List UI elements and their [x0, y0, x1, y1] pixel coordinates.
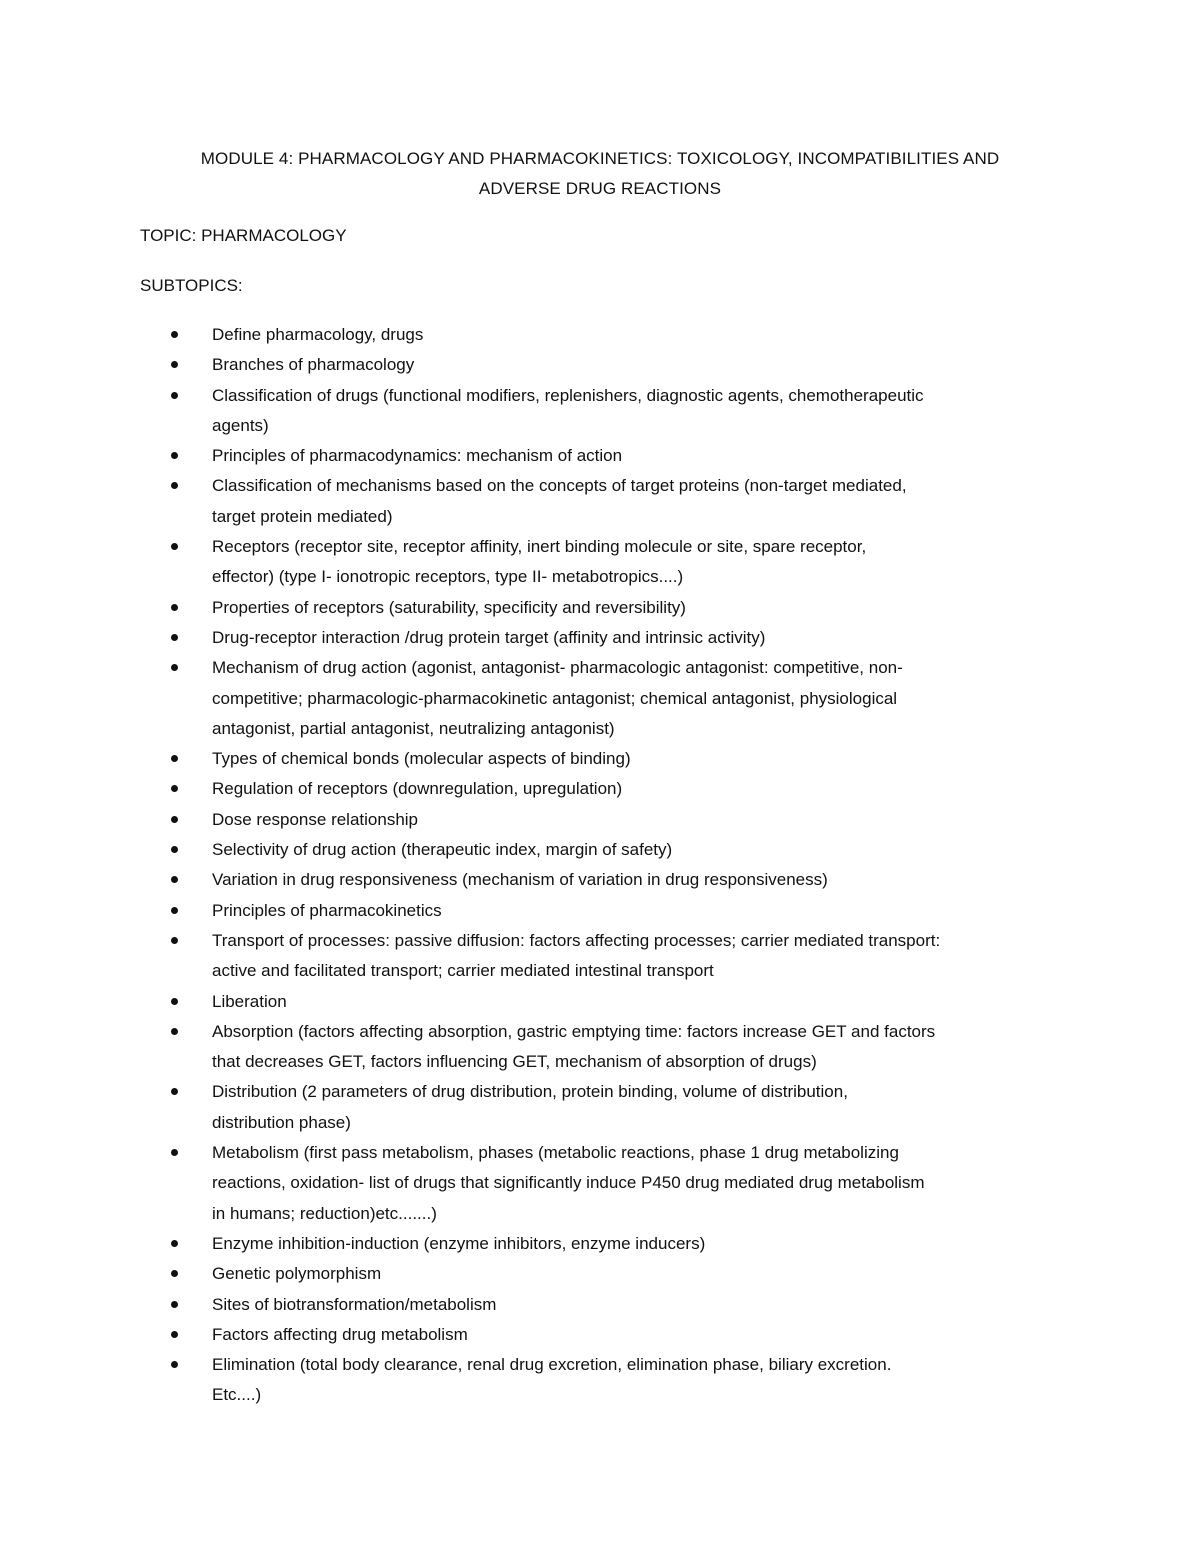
subtopic-text: Selectivity of drug action (therapeutic index, margin of safety) — [212, 840, 673, 860]
bullet-icon — [171, 1270, 178, 1277]
bullet-icon — [171, 1240, 178, 1247]
bullet-icon — [171, 876, 178, 883]
bullet-icon — [171, 1028, 178, 1035]
subtopic-text: distribution phase) — [212, 1112, 351, 1132]
bullet-icon — [171, 543, 178, 550]
subtopic-item — [171, 865, 1071, 895]
subtopics-heading: SUBTOPICS: — [140, 276, 243, 295]
subtopic-text: target protein mediated) — [212, 506, 393, 526]
subtopics-list — [171, 320, 1071, 1411]
subtopic-text: Elimination (total body clearance, renal drug excretion, elimination phase, biliary excretion. — [212, 1355, 892, 1375]
subtopic-item — [171, 320, 1071, 350]
subtopic-item — [171, 1229, 1071, 1259]
bullet-icon — [171, 361, 178, 368]
subtopic-text: that decreases GET, factors influencing GET, mechanism of absorption of drugs) — [212, 1052, 817, 1072]
subtopic-item — [171, 623, 1071, 653]
subtopic-item — [171, 381, 1071, 442]
subtopic-item — [171, 805, 1071, 835]
module-title — [150, 144, 1050, 204]
subtopic-text: Properties of receptors (saturability, specificity and reversibility) — [212, 597, 686, 617]
bullet-icon — [171, 452, 178, 459]
subtopic-text: Factors affecting drug metabolism — [212, 1324, 468, 1344]
subtopic-item — [171, 987, 1071, 1017]
subtopic-item — [171, 653, 1071, 744]
subtopic-text: Classification of mechanisms based on the concepts of target proteins (non-target mediated, — [212, 476, 907, 496]
bullet-icon — [171, 392, 178, 399]
subtopic-item — [171, 1138, 1071, 1229]
module-title-line-1: MODULE 4: PHARMACOLOGY AND PHARMACOKINETICS: TOXICOLOGY, INCOMPATIBILITIES AND — [200, 149, 1000, 168]
subtopic-item — [171, 593, 1071, 623]
subtopic-item — [171, 1017, 1071, 1078]
subtopic-text: Mechanism of drug action (agonist, antagonist- pharmacologic antagonist: competitive, non- — [212, 658, 903, 678]
subtopic-text: reactions, oxidation- list of drugs that significantly induce P450 drug mediated drug metabolism — [212, 1173, 925, 1193]
subtopic-text: Transport of processes: passive diffusion: factors affecting processes; carrier mediated transport: — [212, 930, 941, 950]
subtopic-item — [171, 896, 1071, 926]
bullet-icon — [171, 482, 178, 489]
subtopic-item — [171, 835, 1071, 865]
subtopic-text: effector) (type I- ionotropic receptors, type II- metabotropics....) — [212, 567, 684, 587]
bullet-icon — [171, 331, 178, 338]
bullet-icon — [171, 604, 178, 611]
subtopic-item — [171, 1077, 1071, 1138]
bullet-icon — [171, 1361, 178, 1368]
subtopic-text: Sites of biotransformation/metabolism — [212, 1294, 497, 1314]
subtopic-text: Classification of drugs (functional modifiers, replenishers, diagnostic agents, chemotherapeutic — [212, 385, 924, 405]
subtopic-text: Variation in drug responsiveness (mechanism of variation in drug responsiveness) — [212, 870, 828, 890]
subtopic-text: Liberation — [212, 991, 287, 1011]
subtopic-item — [171, 1259, 1071, 1289]
bullet-icon — [171, 846, 178, 853]
bullet-icon — [171, 907, 178, 914]
bullet-icon — [171, 1088, 178, 1095]
subtopic-item — [171, 1320, 1071, 1350]
subtopic-text: Dose response relationship — [212, 809, 419, 829]
bullet-icon — [171, 755, 178, 762]
subtopic-item — [171, 441, 1071, 471]
bullet-icon — [171, 816, 178, 823]
subtopic-text: antagonist, partial antagonist, neutralizing antagonist) — [212, 718, 615, 738]
subtopic-text: Enzyme inhibition-induction (enzyme inhibitors, enzyme inducers) — [212, 1233, 706, 1253]
subtopic-text: Genetic polymorphism — [212, 1264, 382, 1284]
subtopic-text: Define pharmacology, drugs — [212, 325, 424, 344]
subtopic-text: Principles of pharmacokinetics — [212, 900, 442, 920]
subtopic-item — [171, 350, 1071, 380]
bullet-icon — [171, 664, 178, 671]
subtopic-text: Principles of pharmacodynamics: mechanism of action — [212, 446, 623, 466]
subtopic-text: Types of chemical bonds (molecular aspects of binding) — [212, 749, 631, 769]
topic-heading: TOPIC: PHARMACOLOGY — [140, 226, 347, 245]
subtopic-text: Regulation of receptors (downregulation, upregulation) — [212, 779, 623, 799]
subtopic-text: Branches of pharmacology — [212, 355, 415, 375]
subtopic-text: competitive; pharmacologic-pharmacokinetic antagonist; chemical antagonist, physiological — [212, 688, 898, 708]
subtopic-text: in humans; reduction)etc.......) — [212, 1203, 437, 1223]
subtopic-text: agents) — [212, 415, 269, 435]
subtopic-item — [171, 774, 1071, 804]
subtopic-item — [171, 926, 1071, 987]
bullet-icon — [171, 785, 178, 792]
bullet-icon — [171, 1301, 178, 1308]
subtopic-item — [171, 1350, 1071, 1411]
subtopic-text: active and facilitated transport; carrier mediated intestinal transport — [212, 961, 714, 981]
bullet-icon — [171, 1331, 178, 1338]
subtopic-text: Drug-receptor interaction /drug protein target (affinity and intrinsic activity) — [212, 627, 766, 647]
bullet-icon — [171, 634, 178, 641]
bullet-icon — [171, 937, 178, 944]
subtopic-text: Distribution (2 parameters of drug distribution, protein binding, volume of distribution, — [212, 1082, 848, 1102]
subtopic-item — [171, 471, 1071, 532]
subtopic-text: Absorption (factors affecting absorption, gastric emptying time: factors increase GET and factors — [212, 1021, 936, 1041]
bullet-icon — [171, 998, 178, 1005]
subtopic-text: Receptors (receptor site, receptor affinity, inert binding molecule or site, spare receptor, — [212, 537, 867, 557]
subtopic-item — [171, 1290, 1071, 1320]
subtopic-item — [171, 744, 1071, 774]
bullet-icon — [171, 1149, 178, 1156]
subtopic-item — [171, 532, 1071, 593]
module-title-line-2: ADVERSE DRUG REACTIONS — [478, 179, 722, 198]
subtopic-text: Etc....) — [212, 1385, 262, 1405]
subtopic-text: Metabolism (first pass metabolism, phases (metabolic reactions, phase 1 drug metabolizing — [212, 1143, 899, 1163]
